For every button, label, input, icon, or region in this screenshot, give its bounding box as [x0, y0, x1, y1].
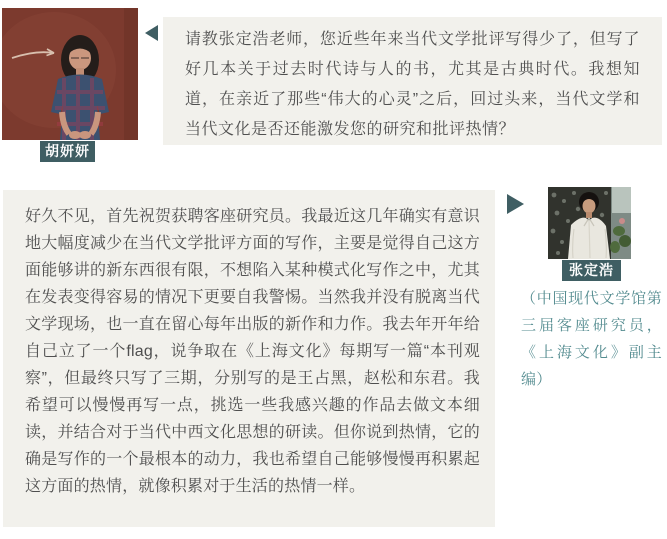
- question-pointer-left-triangle-icon: [145, 25, 158, 41]
- speaker-bio: （中国现代文学馆第三届客座研究员，《上海文化》副主编）: [521, 290, 662, 388]
- question-bubble: [163, 17, 662, 145]
- speaker-name-zhang-dinghao: 张定浩: [562, 260, 621, 281]
- zhang-dinghao-photo: [548, 187, 631, 259]
- speaker-name-hu-yanyan: 胡妍妍: [40, 141, 95, 162]
- answer-pointer-right-triangle-icon: [507, 194, 524, 214]
- zhang-dinghao-photo-image: [548, 187, 631, 259]
- answer-text: 好久不见，首先祝贺获聘客座研究员。我最近这几年确实有意识地大幅度减少在当代文学批评方面的写作，主要是觉得自己这方面能够讲的新东西很有限，不想陷入某种模式化写作之中，尤其在发表变得容易的情况下更要自我警惕。当然我并没有脱离当代文学现场，也一直在留心每年出版的新作和力作。我去年开年给自己立了一个flag，说争取在《上海文化》每期写一篇“本刊观察”，但最终只写了三期，分别写的是王占黑，赵松和东君。我希望可以慢慢再写一点，挑选一些我感兴趣的作品去做文本细读，并结合对于当代中西文化思想的研读。但你说到热情，它的确是写作的一个最根本的动力，我也希望自己能够慢慢再积累起这方面的热情，就像积累对于生活的热情一样。: [25, 208, 480, 495]
- hu-yanyan-photo-image: [2, 8, 138, 140]
- question-text: 请教张定浩老师，您近些年来当代文学批评写得少了，但写了好几本关于过去时代诗与人的书，尤其是古典时代。我想知道，在亲近了那些“伟大的心灵”之后，回过头来，当代文学和当代文化是否还能激发您的研究和批评热情？: [185, 31, 640, 138]
- answer-bubble: [3, 190, 495, 527]
- hu-yanyan-photo: [2, 8, 138, 140]
